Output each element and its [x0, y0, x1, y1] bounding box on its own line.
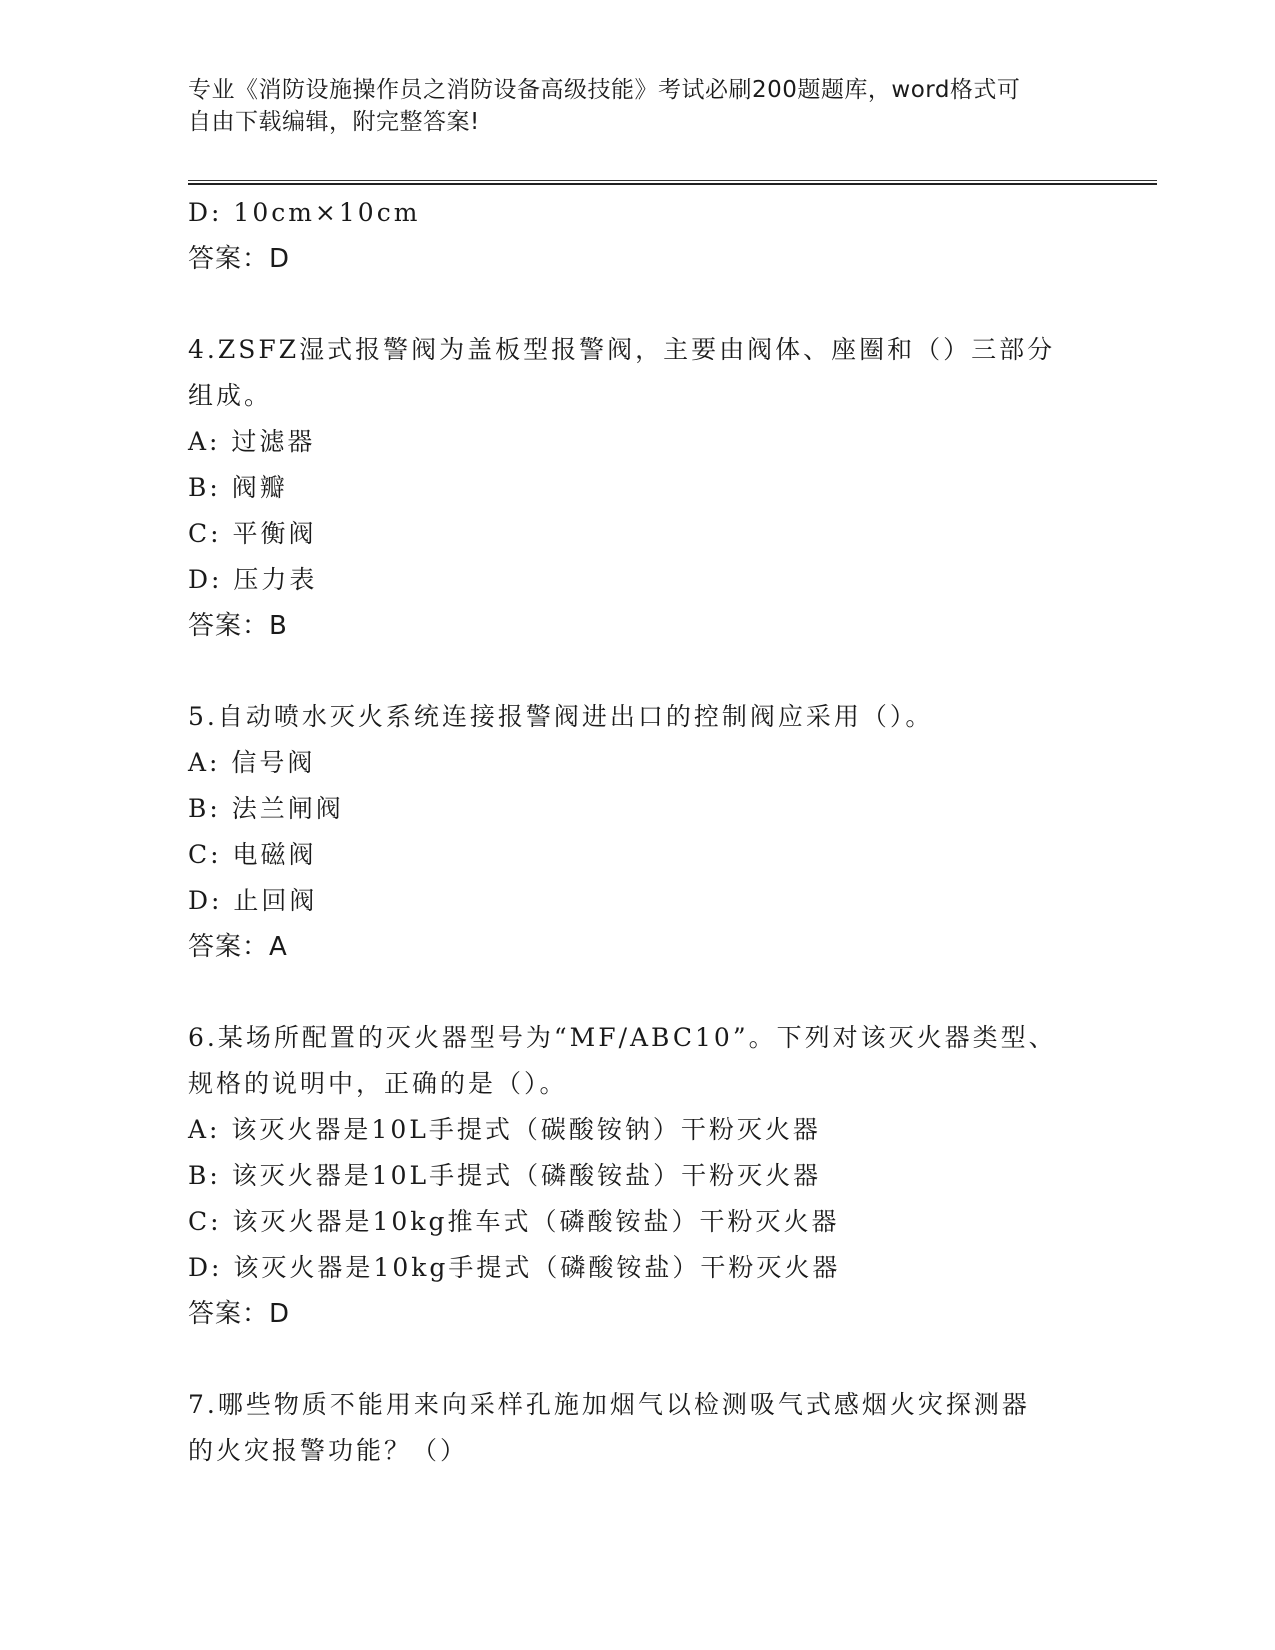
q6-option-d: D: 该灭火器是10kg手提式（磷酸铵盐）干粉灭火器: [188, 1253, 841, 1282]
q6-stem-line-2: 规格的说明中，正确的是（）。: [188, 1069, 568, 1098]
header-title-line-2: 自由下载编辑，附完整答案!: [188, 109, 480, 135]
q4-stem-line-1: 4.ZSFZ湿式报警阀为盖板型报警阀，主要由阀体、座圈和（）三部分: [188, 335, 1056, 364]
spacer: [188, 1337, 1088, 1382]
q6-option-b: B: 该灭火器是10L手提式（磷酸铵盐）干粉灭火器: [188, 1161, 822, 1190]
q3-option-d: D: 10cm×10cm: [188, 198, 421, 227]
q3-answer: 答案：D: [188, 244, 291, 274]
q4-option-d: D: 压力表: [188, 565, 318, 594]
document-header: [188, 74, 1068, 138]
q7-stem-line-1: 7.哪些物质不能用来向采样孔施加烟气以检测吸气式感烟火灾探测器: [188, 1390, 1030, 1419]
q4-option-a: A: 过滤器: [188, 427, 316, 456]
q4-stem-line-2: 组成。: [188, 381, 273, 410]
spacer: [188, 970, 1088, 1015]
q6-option-a: A: 该灭火器是10L手提式（碳酸铵钠）干粉灭火器: [188, 1115, 821, 1144]
spacer: [188, 282, 1088, 327]
q4-answer: 答案：B: [188, 611, 288, 641]
q4-option-c: C: 平衡阀: [188, 519, 317, 548]
q5-option-b: B: 法兰闸阀: [188, 794, 344, 823]
q5-option-d: D: 止回阀: [188, 886, 318, 915]
q6-option-c: C: 该灭火器是10kg推车式（磷酸铵盐）干粉灭火器: [188, 1207, 840, 1236]
q6-answer: 答案：D: [188, 1299, 291, 1329]
q5-answer: 答案：A: [188, 932, 288, 962]
q7-stem-line-2: 的火灾报警功能？（）: [188, 1436, 469, 1465]
q5-stem-line-1: 5.自动喷水灭火系统连接报警阀进出口的控制阀应采用（）。: [188, 702, 934, 731]
q5-option-c: C: 电磁阀: [188, 840, 317, 869]
q4-option-b: B: 阀瓣: [188, 473, 288, 502]
q6-stem-line-1: 6.某场所配置的灭火器型号为“MF/ABC10”。下列对该灭火器类型、: [188, 1023, 1057, 1052]
question-content: [188, 190, 1088, 1474]
spacer: [188, 649, 1088, 694]
q5-option-a: A: 信号阀: [188, 748, 316, 777]
header-title-line-1: 专业《消防设施操作员之消防设备高级技能》考试必刷200题题库，word格式可: [188, 77, 1021, 103]
header-divider-thin: [188, 180, 1157, 181]
header-divider-thick: [188, 183, 1157, 185]
